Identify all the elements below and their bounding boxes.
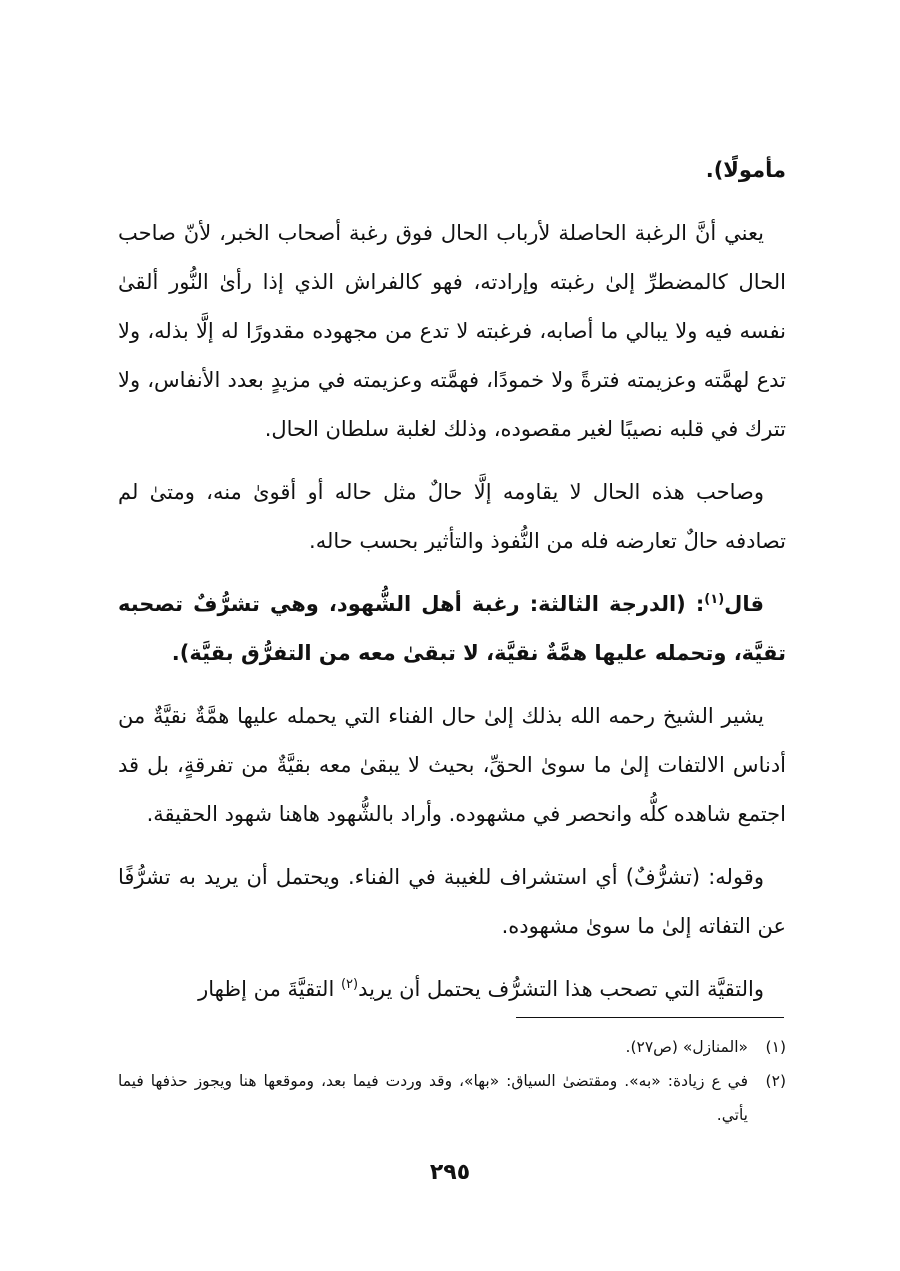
paragraph-5: وقوله: (تشرُّفٌ) أي استشراف للغيبة في الفناء. ويحتمل أن يريد به تشرُّفًا عن التفاته إلىٰ ما سوىٰ مشهوده.: [118, 865, 786, 938]
footnote-1: [118, 1030, 786, 1064]
paragraph-1: يعني أنَّ الرغبة الحاصلة لأرباب الحال فوق رغبة أصحاب الخبر، لأنّ صاحب الحال كالمضطرِّ إلىٰ رغبته وإرادته، فهو كالفراش الذي إذا رأىٰ النُّور ألقىٰ نفسه فيه ولا يبالي ما أصابه، فرغبته لا تدع من مجهوده مقدورًا له إلَّا بذله، ولا تدع لهمَّته وعزيمته فترةً ولا خمودًا، فهمَّته وعزيمته في مزيدٍ بعدد الأنفاس، ولا تترك في قلبه نصيبًا لغير مقصوده، وذلك لغلبة سلطان الحال.: [118, 221, 786, 441]
paragraph-6-part-b: التقيَّةَ من إظهار: [198, 977, 341, 1001]
main-text: [118, 146, 786, 1028]
footnotes: [118, 1030, 786, 1132]
quoted-text-paragraph: [118, 580, 786, 678]
footnote-ref-2[interactable]: (٢): [340, 977, 359, 992]
footnote-text: في ع زيادة: «به». ومقتضىٰ السياق: «بها»، وقد وردت فيما بعد، وموقعها هنا ويجوز حذفها فيما يأتي.: [118, 1072, 748, 1124]
paragraph-4: يشير الشيخ رحمه الله بذلك إلىٰ حال الفناء التي يحمله عليها همَّةٌ نقيَّةٌ من أدناس الالتفات إلىٰ ما سوىٰ الحقِّ، بحيث لا يبقىٰ معه بقيَّةٌ من تفرقةٍ، بل قد اجتمع شاهده كلُّه وانحصر في مشهوده. وأراد بالشُّهود هاهنا شهود الحقيقة.: [118, 704, 786, 826]
footnote-number: (٢): [765, 1072, 786, 1090]
footnote-text: «المنازل» (ص٢٧).: [625, 1038, 748, 1056]
paragraph-continuation: مأمولًا).: [705, 158, 786, 182]
page-number: ٢٩٥: [429, 1160, 471, 1185]
footnote-ref-1[interactable]: (١): [704, 592, 725, 607]
footnote-separator: [516, 1017, 784, 1018]
paragraph-2: وصاحب هذه الحال لا يقاومه إلَّا حالٌ مثل حاله أو أقوىٰ منه، ومتىٰ لم تصادفه حالٌ تعارضه فله من النُّفوذ والتأثير بحسب حاله.: [118, 480, 786, 553]
footnote-number: (١): [765, 1038, 786, 1056]
paragraph-6-part-a: والتقيَّة التي تصحب هذا التشرُّف يحتمل أن يريد: [358, 977, 764, 1001]
footnote-2: [118, 1064, 786, 1132]
quote-lead: قال: [724, 592, 764, 616]
paragraph-6: [118, 965, 786, 1014]
quote-text: : (الدرجة الثالثة: رغبة أهل الشُّهود، وهي تشرُّفٌ تصحبه تقيَّة، وتحمله عليها همَّةٌ نقيَّة، لا تبقىٰ معه من التفرُّق بقيَّة).: [118, 592, 786, 665]
